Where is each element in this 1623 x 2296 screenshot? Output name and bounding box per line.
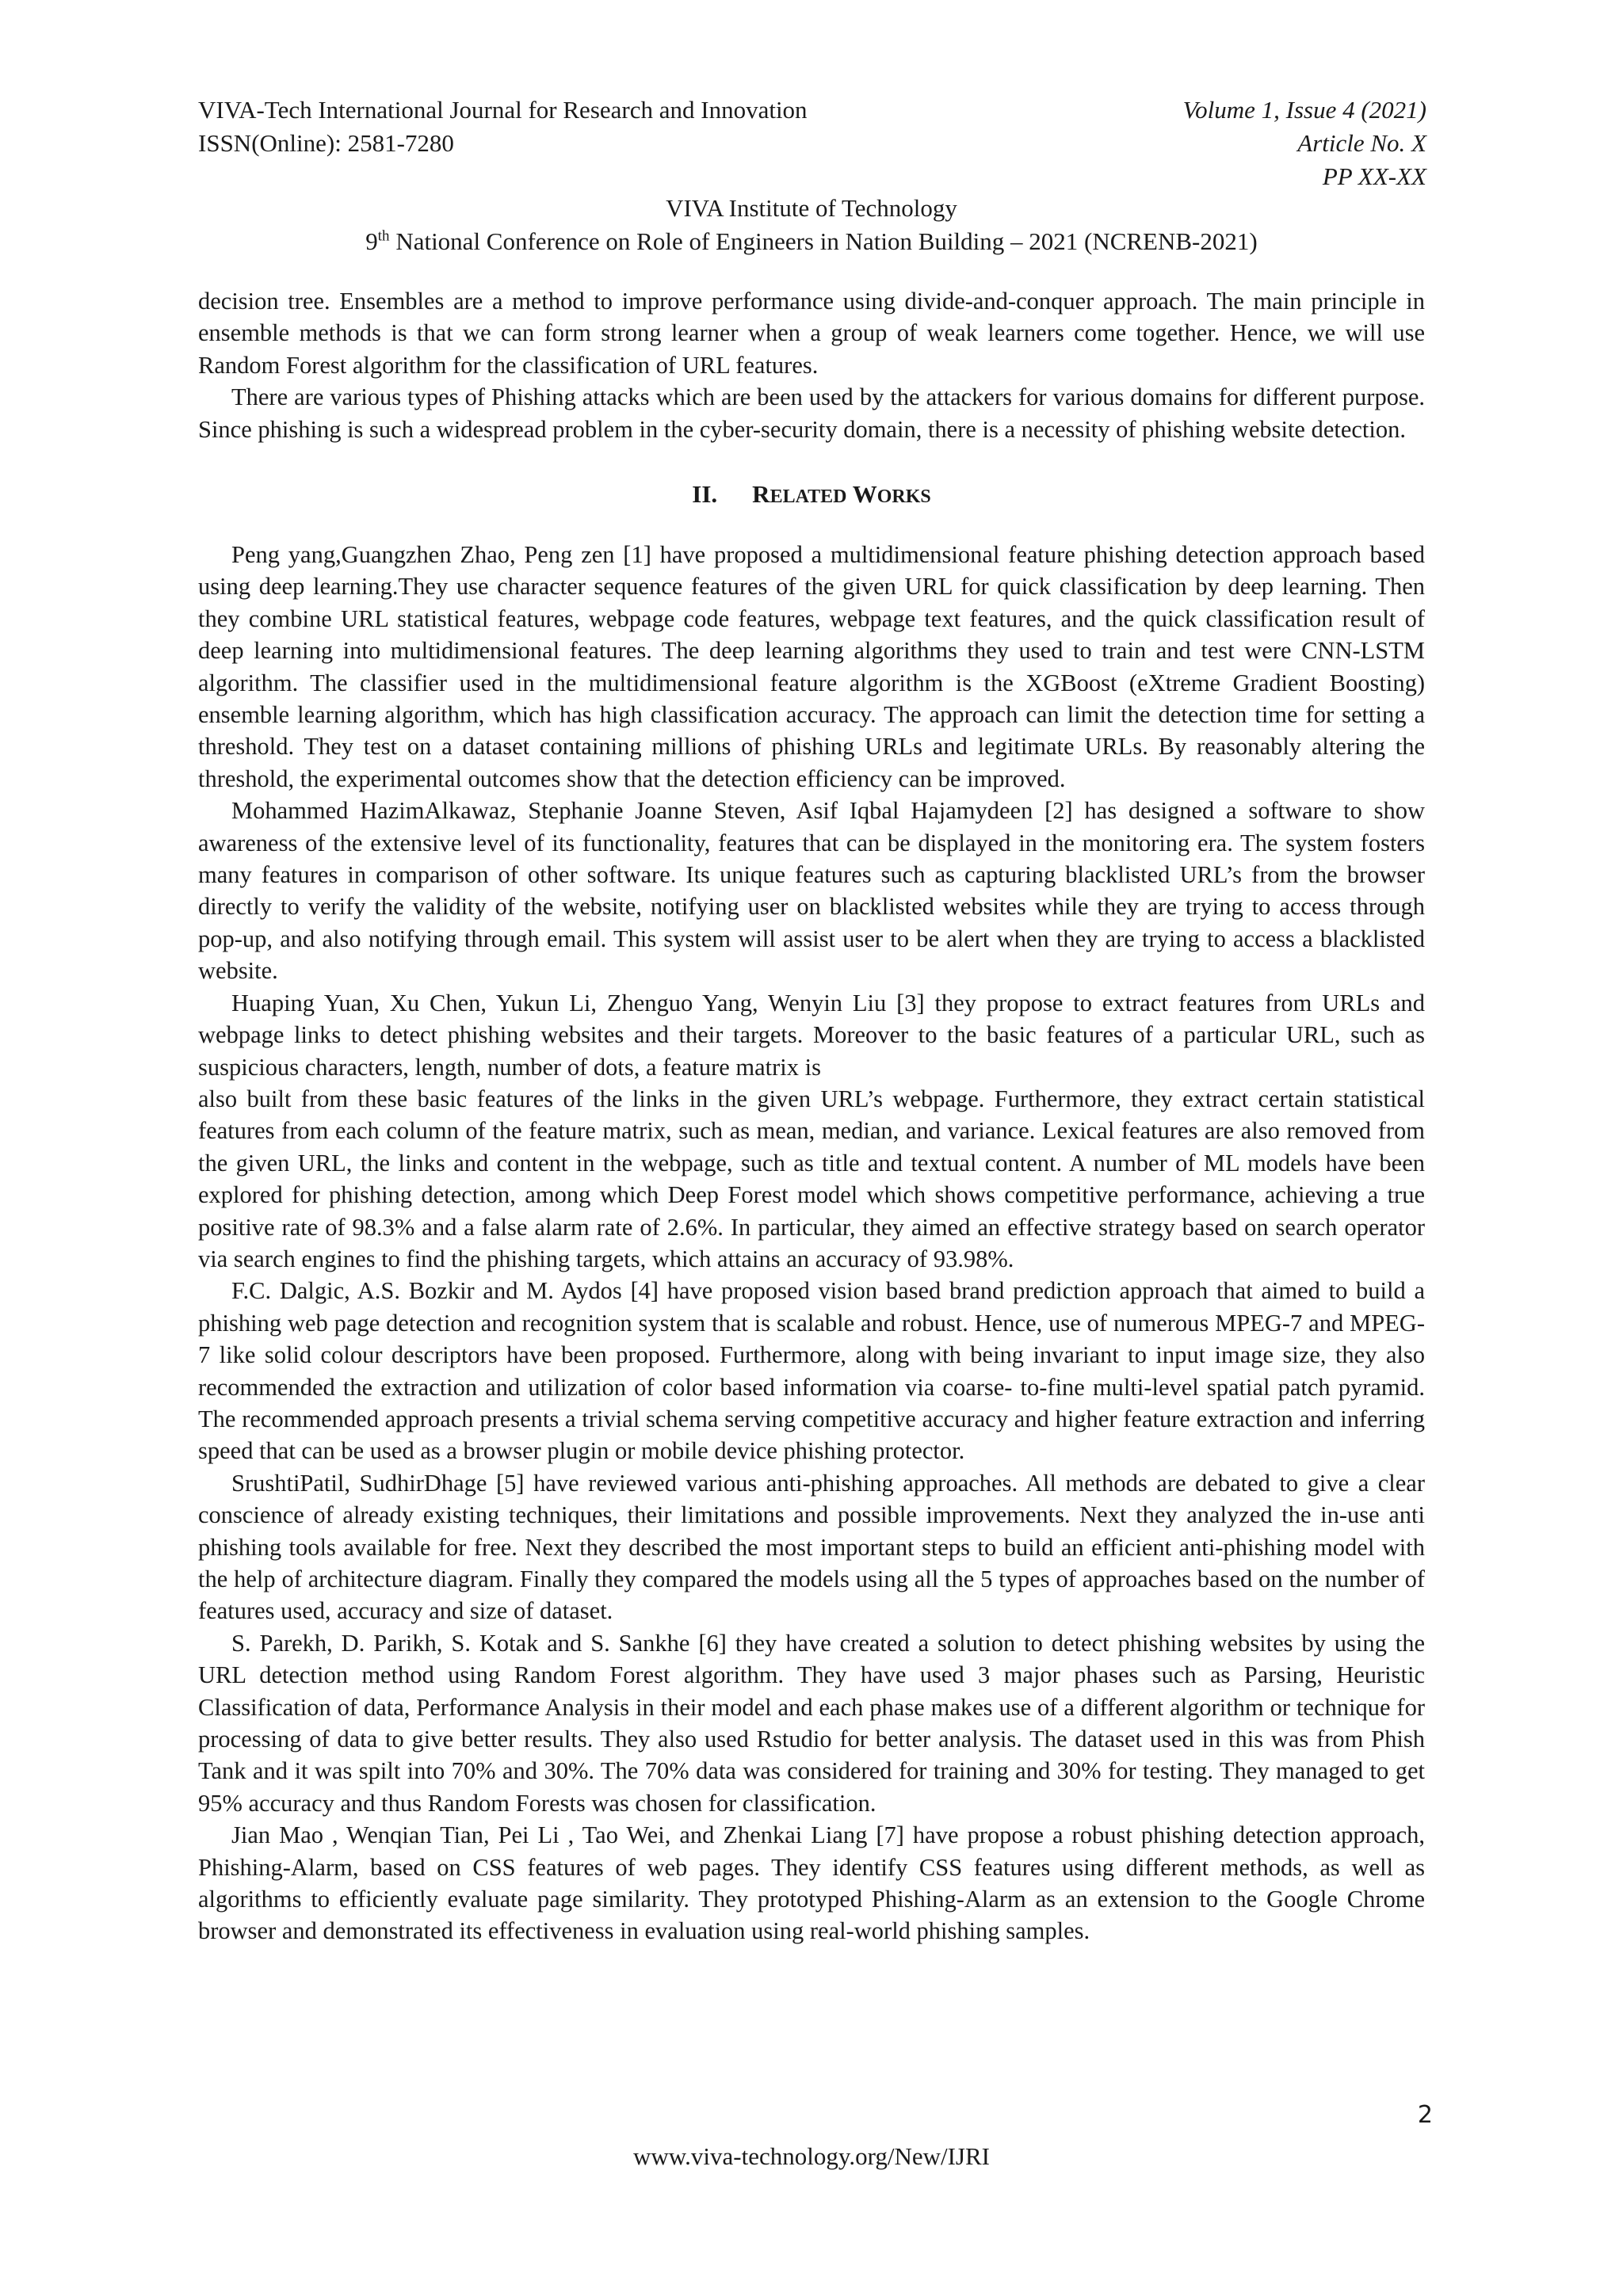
paragraph: S. Parekh, D. Parikh, S. Kotak and S. Sankhe [6] they have created a solution to detect phishing websites by using the URL detection method using Random Forest algorithm. They have used 3 major phases such as Parsing, Heuristic Classification of data, Performance Analysis in their model and each phase makes use of a different algorithm or technique for processing of data to give better results. They also used Rstudio for better analysis. The dataset used in this was from Phish Tank and it was spilt into 70% and 30%. The 70% data was considered for training and 30% for testing. They managed to get 95% accuracy and thus Random Forests was chosen for classification. xyxy=(198,1629,1425,1817)
related-works-text xyxy=(198,539,1425,1947)
running-header-right xyxy=(1183,93,1426,193)
article-number: Article No. X xyxy=(1297,129,1426,157)
journal-name: VIVA-Tech International Journal for Research and Innovation xyxy=(198,96,808,124)
intro-text xyxy=(198,285,1425,445)
volume-issue: Volume 1, Issue 4 (2021) xyxy=(1182,96,1426,124)
paragraph: There are various types of Phishing attacks which are been used by the attackers for various domains for different purpose. Since phishing is such a widespread problem in the cyber-security domain, there is a necessity of phishing website detection. xyxy=(198,383,1425,443)
paragraph: F.C. Dalgic, A.S. Bozkir and M. Aydos [4] have proposed vision based brand prediction approach that aimed to build a phishing web page detection and recognition system that is scalable and robust. Hence, use of numerous MPEG-7 and MPEG-7 like solid colour descriptors have been proposed. Furthermore, along with being invariant to input image size, they also recommended the extraction and utilization of color based information via coarse- to-fine multi-level spatial patch pyramid. The recommended approach presents a trivial schema serving competitive accuracy and higher feature extraction and inferring speed that can be used as a browser plugin or mobile device phishing protector. xyxy=(198,1277,1425,1465)
section-title-initial: W xyxy=(852,480,877,508)
section-title-rest: ELATED xyxy=(769,486,847,507)
issn: ISSN(Online): 2581-7280 xyxy=(198,129,454,157)
paragraph: Mohammed HazimAlkawaz, Stephanie Joanne Steven, Asif Iqbal Hajamydeen [2] has designed a software to show awareness of the extensive level of its functionality, features that can be displayed in the monitoring era. The system fosters many features in comparison of other software. Its unique features such as capturing blacklisted URL’s from the browser directly to verify the validity of the website, notifying user on blacklisted websites while they are trying to access through pop-up, and also notifying through email. This system will assist user to be alert when they are trying to access a blacklisted website. xyxy=(198,797,1425,985)
section-title-rest: ORKS xyxy=(876,486,931,507)
section-number: II. xyxy=(692,480,718,508)
conference-title: National Conference on Role of Engineers in Nation Building – 2021 (NCRENB-2021) xyxy=(389,227,1258,255)
running-header-left xyxy=(198,93,808,160)
conference-header xyxy=(0,192,1623,258)
paragraph: Jian Mao , Wenqian Tian, Pei Li , Tao Wei, and Zhenkai Liang [7] have propose a robust phishing detection approach, Phishing-Alarm, based on CSS features of web pages. They identify CSS features using different methods, as well as algorithms to efficiently evaluate page similarity. They prototyped Phishing-Alarm as an extension to the Google Chrome browser and demonstrated its effectiveness in evaluation using real-world phishing samples. xyxy=(198,1821,1425,1945)
paragraph: Peng yang,Guangzhen Zhao, Peng zen [1] have proposed a multidimensional feature phishing detection approach based using deep learning.They use character sequence features of the given URL for quick classification by deep learning. Then they combine URL statistical features, webpage code features, webpage text features, and the quick classification result of deep learning into multidimensional features. The deep learning algorithms they used to train and test were CNN-LSTM algorithm. The classifier used in the multidimensional feature algorithm is the XGBoost (eXtreme Gradient Boosting) ensemble learning algorithm, which has high classification accuracy. The approach can limit the detection time for setting a threshold. They test on a dataset containing millions of phishing URLs and legitimate URLs. By reasonably altering the threshold, the experimental outcomes show that the detection efficiency can be improved. xyxy=(198,541,1425,792)
conference-ordinal-suffix: th xyxy=(377,227,390,245)
paragraph: also built from these basic features of the links in the given URL’s webpage. Furthermore, they extract certain statistical features from each column of the feature matrix, such as mean, median, and variance. Lexical features are also removed from the given URL, the links and content in the webpage, such as title and textual content. A number of ML models have been explored for phishing detection, among which Deep Forest model which shows competitive performance, achieving a true positive rate of 98.3% and a false alarm rate of 2.6%. In particular, they aimed an effective strategy based on search operator via search engines to find the phishing targets, which attains an accuracy of 93.98%. xyxy=(198,1085,1425,1272)
section-title-initial: R xyxy=(752,480,770,508)
section-heading xyxy=(0,478,1623,513)
conference-name xyxy=(0,225,1623,258)
paragraph: decision tree. Ensembles are a method to improve performance using divide-and-conquer approach. The main principle in ensemble methods is that we can form strong learner when a group of weak learners come together. Hence, we will use Random Forest algorithm for the classification of URL features. xyxy=(198,288,1425,379)
page-number: 2 xyxy=(1417,2101,1433,2129)
conference-ordinal: 9 xyxy=(365,227,378,255)
footer-url: www.viva-technology.org/New/IJRI xyxy=(633,2142,990,2170)
page-range: PP XX-XX xyxy=(1322,162,1426,190)
institute-name: VIVA Institute of Technology xyxy=(666,194,957,222)
paragraph: SrushtiPatil, SudhirDhage [5] have reviewed various anti-phishing approaches. All methods are debated to give a clear conscience of already existing techniques, their limitations and possible improvements. Next they analyzed the in-use anti phishing tools available for free. Next they described the most important steps to build an efficient anti-phishing model with the help of architecture diagram. Finally they compared the models using all the 5 types of approaches based on the number of features used, accuracy and size of dataset. xyxy=(198,1469,1425,1625)
paragraph: Huaping Yuan, Xu Chen, Yukun Li, Zhenguo Yang, Wenyin Liu [3] they propose to extract features from URLs and webpage links to detect phishing websites and their targets. Moreover to the basic features of a particular URL, such as suspicious characters, length, number of dots, a feature matrix is xyxy=(198,989,1425,1081)
